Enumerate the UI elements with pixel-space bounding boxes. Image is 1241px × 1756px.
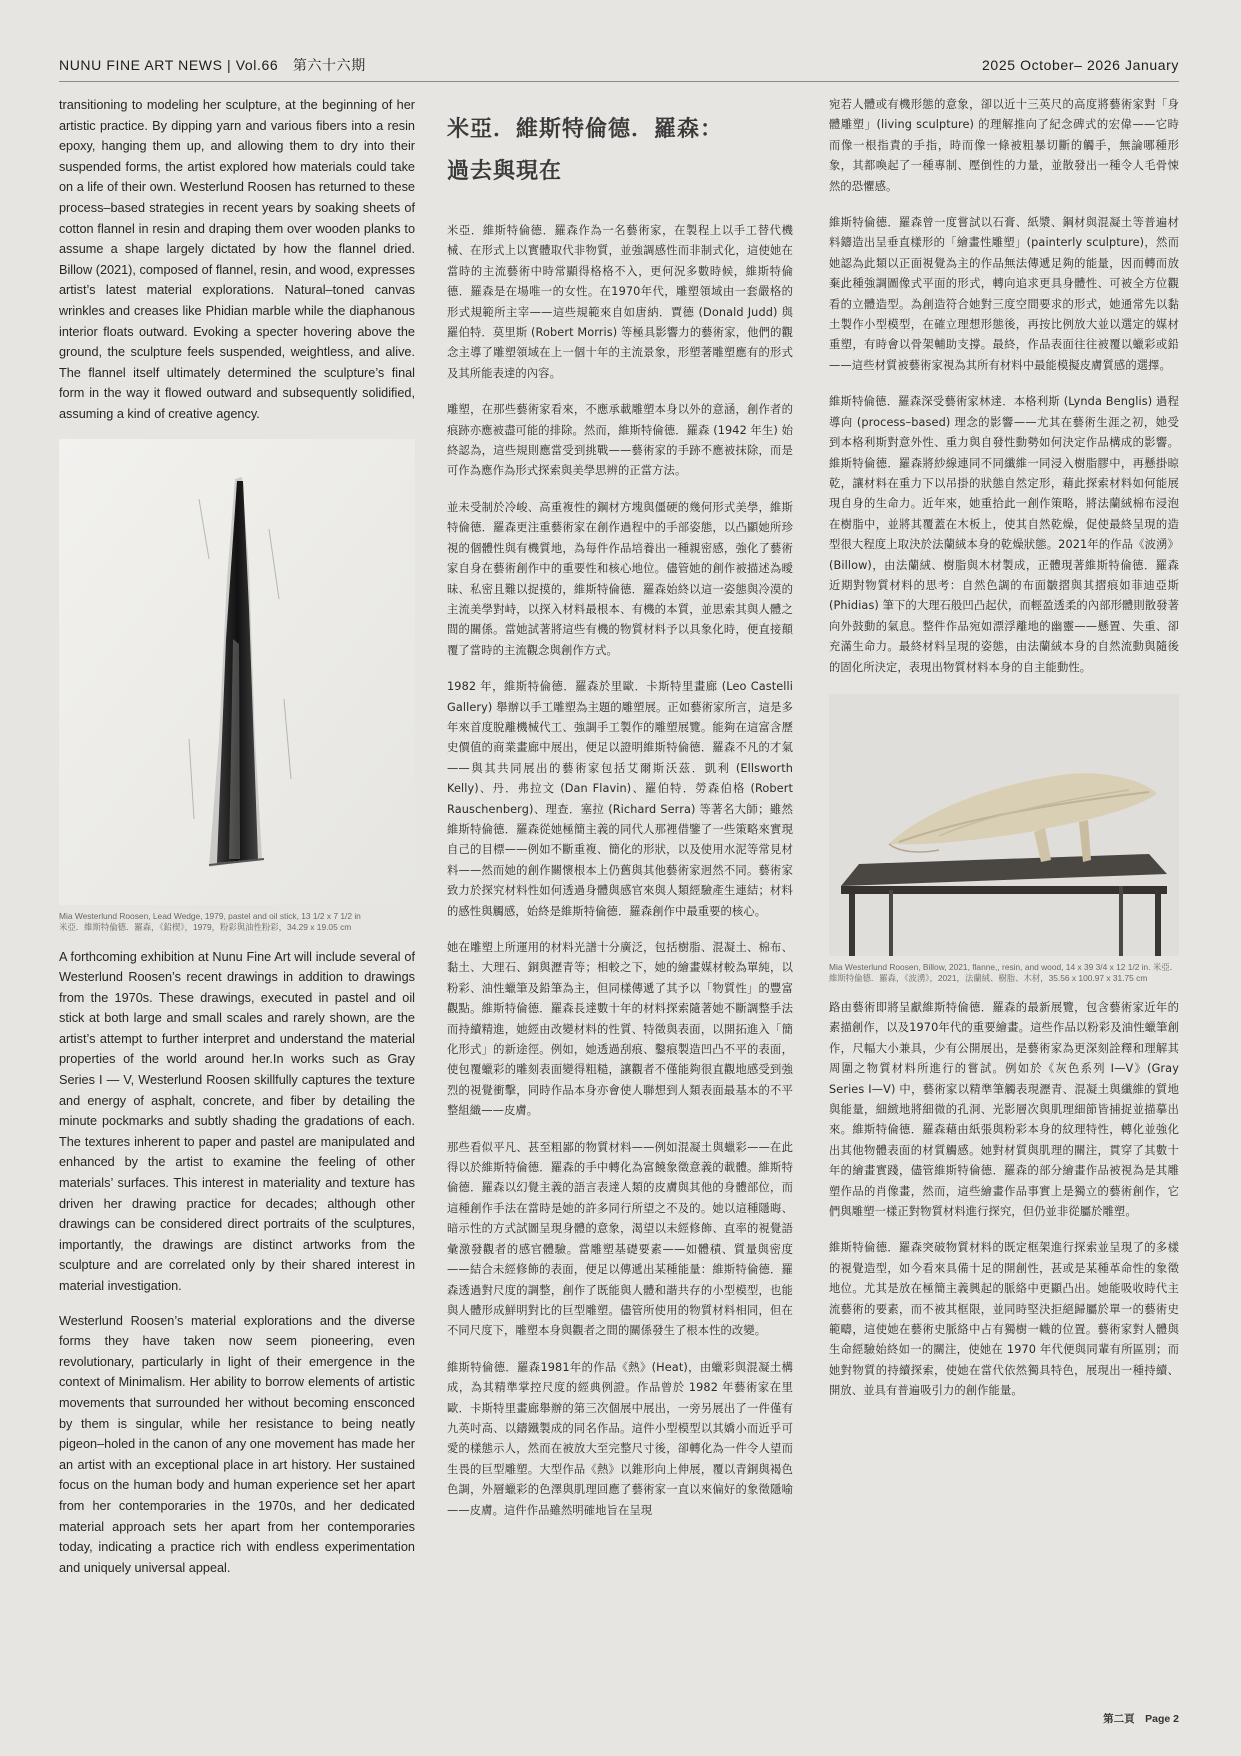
- billow-artwork-image: [829, 694, 1179, 956]
- paragraph-zh-5: 她在雕塑上所運用的材料光譜十分廣泛，包括樹脂、混凝土、棉布、黏土、大理石、銅與瀝青等；相較之下，她的繪畫媒材較為單純，以粉彩、油性蠟筆及鉛筆為主，但同樣傳遞了其予以「物質性」的豐富觀點。維斯特倫德．羅森長達數十年的材料探索隨著她不斷調整手法而持續精進，她經由改變材料的性質、特徵與表面，以開拓進入「簡化形式」的新途徑。例如，她透過刮痕、鑿痕製造凹凸不平的表面，使包覆蠟彩的雕刻表面變得粗糙，讓觀者不僅能夠很直觀地感受到強烈的視覺衝擊，同時作品本身亦會使人聯想到人類表面最基本的不平整組織——皮膚。: [447, 941, 793, 1118]
- middle-column: [447, 95, 793, 1537]
- left-column: [59, 95, 415, 1592]
- paragraph-zh-1: 米亞．維斯特倫德．羅森作為一名藝術家，在製程上以手工替代機械、在形式上以實體取代非物質，並強調感性而非制式化，這使她在當時的主流藝術中時常顯得格格不入，更何況多數時候，維斯特倫德．羅森是在場唯一的女性。在1970年代，雕塑領域由一套嚴格的形式規範所主宰——這些規範來自如唐納．賈德 (Donald Judd) 與羅伯特．莫里斯 (Robert Morris) 等極具影響力的藝術家，他們的觀念主導了雕塑領域在上一個十年的主流景象，形塑著雕塑應有的形式及其所能表達的內容。: [447, 224, 793, 380]
- lead-wedge-caption: [59, 911, 415, 933]
- paragraph-en-1: transitioning to modeling her sculpture, at the beginning of her artistic practice. By dipping yarn and various fibers into a resin epoxy, hanging them up, and allowing them to dry into their suspended forms, the artist explored how materials could take on a life of their own. Westerlund Roosen has returned to these process–based strategies in recent years by soaking sheets of cotton flannel in resin and draping them over wooden planks to assume a shape largely dictated by how the flannel dried. Billow (2021), composed of flannel, resin, and wood, expresses artist’s latest material explorations. Natural–toned canvas wrinkles and creases like Phidian marble while the diaphanous interior floats outward. Evoking a specter hovering above the ground, the sculpture feels suspended, weightless, and alive. The flannel itself ultimately determined the sculpture’s final form in the way it flowed outward and subsequently solidified, assuming a kind of creative agency.: [59, 98, 415, 421]
- title-line-1: 米亞．維斯特倫德．羅森：: [447, 117, 724, 142]
- paragraph-zh-7: 維斯特倫德．羅森1981年的作品《熱》(Heat)，由蠟彩與混凝土構成，為其精準掌控尺度的經典例證。作品曾於 1982 年藝術家在里歐．卡斯特里畫廊舉辦的第三次個展中展出，一旁另展出了一件僅有九英吋高、以鑄鐵製成的同名作品。這件小型模型以其嬌小而近乎可愛的樣態示人，然而在被放大至完整尺寸後，卻轉化為一件令人望而生畏的巨型雕塑。大型作品《熱》以錐形向上伸展，覆以青銅與褐色色調，外層蠟彩的色澤與肌理回應了藝術家一直以來偏好的象徵隱喻——皮膚。這件作品雖然明確地旨在呈現: [447, 1360, 793, 1517]
- title-line-2: 過去與現在: [447, 159, 563, 184]
- billow-sculpture-photo: [829, 694, 1179, 956]
- paragraph-zh-8: 宛若人體或有機形態的意象，卻以近十三英尺的高度將藝術家對「身體雕塑」(living sculpture) 的理解推向了紀念碑式的宏偉——它時而像一根指責的手指，時而像一條被粗暴切斷的觸手，無論哪種形象，其都喚起了一種專制、壓倒性的力量，並散發出一種令人毛骨悚然的恐懼感。: [829, 98, 1179, 193]
- caption-zh: 米亞．維斯特倫德．羅森，《鉛楔》，1979，粉彩與油性粉彩，34.29 x 19.05 cm: [59, 921, 352, 932]
- paragraph-en-2: A forthcoming exhibition at Nunu Fine Art will include several of Westerlund Roosen’s recent drawings in addition to drawings from the 1970s. These drawings, executed in pastel and oil stick at both large and small scales and rarely shown, are the artist’s attempt to further interpret and understand the material properties of the world around her.In works such as Gray Series I — V, Westerlund Roosen skillfully captures the texture and energy of asphalt, concrete, and fiber by detailing the minute pockmarks and subtly shading the gradations of each. The textures inherent to paper and pastel are manipulated and enhanced by the artist to examine the feeling of other materials’ surfaces. This interest in materiality and texture has driven her drawing practice for decades; although other drawings can be considered direct portraits of the sculptures, importantly, the drawings are distinct artworks from the sculpture and are correlated only by their shared interest in material investigation.: [59, 949, 415, 1293]
- lead-wedge-artwork-image: [59, 439, 415, 905]
- billow-caption: [829, 962, 1179, 984]
- publication-title: NUNU FINE ART NEWS | Vol.66 第六十六期: [59, 57, 366, 73]
- paragraph-en-3: Westerlund Roosen’s material explorations and the diverse forms they have taken now seem pioneering, even revolutionary, particularly in light of their emergence in the context of Minimalism. Her ability to borrow elements of artistic movements that surrounded her without becoming ensconced by them is singular, while her resistance to being neatly pigeon–holed in the canon of any one movement has made her an artist with an exceptional place in art history. Her sustained focus on the human body and human experience set her apart from her contemporaries in the 1970s, and her dedicated material approach sets her apart from her contemporaries today, indicating a practice rich with endless experimentation and uniquely universal appeal.: [59, 1313, 415, 1575]
- paragraph-zh-2: 雕塑，在那些藝術家看來，不應承載雕塑本身以外的意涵，創作者的痕跡亦應被盡可能的排除。然而，維斯特倫德．羅森 (1942 年生) 始終認為，這些規則應當受到挑戰——藝術家的手跡不應被抹除，而是可作為應作為形式探索與美學思辨的正當方法。: [447, 403, 793, 478]
- issue-date: 2025 October– 2026 January: [982, 57, 1179, 73]
- paragraph-zh-6: 那些看似平凡、甚至粗鄙的物質材料——例如混凝土與蠟彩——在此得以於維斯特倫德．羅森的手中轉化為富饒象徵意義的載體。維斯特倫德．羅森以幻覺主義的語言表達人類的皮膚與其他的身體部位，而這種創作手法在當時是她的許多同行所望之不及的。她以這種隱晦、暗示性的方式試圖呈現身體的意象，渴望以未經修飾、直率的視覺語彙激發觀者的感官體驗。當雕塑基礎要素——如體積、質量與密度——結合未經修飾的表面，便足以傳遞出某種能量：維斯特倫德．羅森透過對尺度的調整，創作了既能與人體和諧共存的小型模型，也能與人體形成鮮明對比的巨型雕塑。儘管所使用的物質材料相同，但在不同尺度下，雕塑本身與觀者之間的關係發生了根本性的改變。: [447, 1140, 793, 1338]
- article-title: [447, 109, 793, 193]
- masthead: [59, 52, 1179, 78]
- caption-en: Mia Westerlund Roosen, Lead Wedge, 1979, pastel and oil stick, 13 1/2 x 7 1/2 in: [59, 910, 361, 921]
- lead-wedge-drawing: [59, 439, 415, 905]
- header-rule: [59, 81, 1179, 82]
- paragraph-zh-3: 並未受制於冷峻、高重複性的鋼材方塊與僵硬的幾何形式美學，維斯特倫德．羅森更注重藝術家在創作過程中的手部姿態，以凸顯她所珍視的個體性與有機質地，為每件作品培養出一種親密感，強化了藝術家自身在藝術創作中的重要性和核心地位。儘管她的創作被描述為曖昧、私密且難以捉摸的，維斯特倫德．羅森始終以這一姿態與冷漠的主流美學對峙，以探入材料最根本、有機的本質，並思索其與人體之間的關係。當她試著將這些有機的物質材料予以具象化時，便直接顛覆了當時的主流觀念與創作方式。: [447, 500, 793, 657]
- paragraph-zh-12: 維斯特倫德．羅森突破物質材料的既定框架進行探索並呈現了的多樣的視覺造型，如今看來具備十足的開創性，甚或是某種革命性的象徵地位。尤其是放在極簡主義興起的脈絡中更顯凸出。她能吸收時代主流藝術的要素，而不被其框限，並同時堅決拒絕歸屬於單一的藝術史範疇，這使她在藝術史脈絡中占有獨樹一幟的位置。藝術家對人體與生命經驗始終如一的關注，使她在 1970 年代便與同輩有所區別；而她對物質的持續探索，使她在當代依然獨具特色，展現出一種持續、開放、並具有普遍吸引力的創作能量。: [829, 1241, 1179, 1398]
- paragraph-zh-11: 路由藝術即將呈獻維斯特倫德．羅森的最新展覽，包含藝術家近年的素描創作，以及1970年代的重要繪畫。這些作品以粉彩及油性蠟筆創作，尺幅大小兼具，少有公開展出，是藝術家為更深刻詮釋和理解其周圍之物質材料所進行的嘗試。例如於《灰色系列 I—V》(Gray Series I—V) 中，藝術家以精準筆觸表現瀝青、混凝土與纖維的質地與能量，細緻地將細微的孔洞、光影層次與肌理細節皆捕捉並描摹出來。維斯特倫德．羅森藉由紙張與粉彩本身的紋理特性，轉化並強化出其他物體表面的材質觸感。她對材質與肌理的關注，貫穿了其數十年的繪畫實踐，儘管維斯特倫德．羅森的部分繪畫作品被視為是其雕塑作品的肖像畫，然而，這些繪畫作品事實上是獨立的藝術創作，它們與雕塑一樣正對物質材料進行探究，但仍並非從屬於雕塑。: [829, 1000, 1179, 1219]
- right-column: [829, 95, 1179, 1418]
- page-number: 第二頁 Page 2: [1103, 1713, 1179, 1725]
- paragraph-zh-9: 維斯特倫德．羅森曾一度嘗試以石膏、紙漿、鋼材與混凝土等普遍材料鑄造出呈垂直樣形的「繪畫性雕塑」(painterly sculpture)，然而她認為此類以正面視覺為主的作品無法傳遞足夠的能量，因而轉而放棄此種強調圖像式平面的形式，轉向追求更具身體性、可被全方位觀看的立體造型。為創造符合她對三度空間要求的形式，她通常先以黏土製作小型模型，在確立理想形態後，再按比例放大並以選定的媒材重塑，有時會以骨架輔助支撐。最終，作品表面往往被覆以蠟彩或鉛——這些材質被藝術家視為其所有材料中最能模擬皮膚質感的選擇。: [829, 216, 1179, 372]
- caption-billow: Mia Westerlund Roosen, Billow, 2021, flanne,, resin, and wood, 14 x 39 3/4 x 12 1/2 in. 米亞．維斯特倫德．羅森，《波湧》，2021，法蘭絨、樹脂、木材，35.56 x 100.97 x 31.75 cm: [829, 961, 1178, 983]
- paragraph-zh-10: 維斯特倫德．羅森深受藝術家林達．本格利斯 (Lynda Benglis) 過程導向 (process–based) 理念的影響——尤其在藝術生涯之初，她受到本格利斯對意外性、重力與自發性動勢如何決定作品構成的影響。維斯特倫德．羅森將紗線連同不同纖維一同浸入樹脂膠中，再懸掛晾乾，讓材料在重力下以吊掛的狀態自然定形，藉此探索材料如何能展現自身的生命力。近年來，她重拾此一創作策略，將法蘭絨棉布浸泡在樹脂中，並將其覆蓋在木板上，使其自然乾燥，促使最終呈現的造型很大程度上取決於法蘭絨本身的乾燥狀態。2021年的作品《波湧》(Billow)，由法蘭絨、樹脂與木材製成，正體現著維斯特倫德．羅森近期對物質材料的思考：自然色調的布面皺摺與其摺痕如菲迪亞斯 (Phidias) 筆下的大理石般凹凸起伏，而輕盈透柔的內部形體則散發著向外鼓動的氣息。整件作品宛如漂浮離地的幽靈——懸置、失重、卻充滿生命力。最終材料呈現的姿態，由法蘭絨本身的自然流動與隨後的固化所決定，表現出物質材料本身的自主能動性。: [829, 395, 1179, 674]
- paragraph-zh-4: 1982 年，維斯特倫德．羅森於里歐．卡斯特里畫廊 (Leo Castelli Gallery) 舉辦以手工雕塑為主題的雕塑展。正如藝術家所言，這是多年來首度脫離機械代工、強調手工製作的雕塑展覽。能夠在這富含歷史價值的商業畫廊中展出，便足以證明維斯特倫德．羅森不凡的才氣——與其共同展出的藝術家包括艾爾斯沃茲．凱利 (Ellsworth Kelly)、丹．弗拉文 (Dan Flavin)、羅伯特．勞森伯格 (Robert Rauschenberg)、理查．塞拉 (Richard Serra) 等著名大師；雖然維斯特倫德．羅森從她極簡主義的同代人那裡借鑒了一些策略來實現自己的目標——例如不斷重複、簡化的形狀，以及使用水泥等常見材料——然而她的創作關懷根本上仍舊與其他藝術家迥然不同。藝術家致力於探究材料性如何透過身體與感官來與人類經驗產生連結；材料的感性與觸感，始終是維斯特倫德．羅森創作中最重要的核心。: [447, 680, 793, 918]
